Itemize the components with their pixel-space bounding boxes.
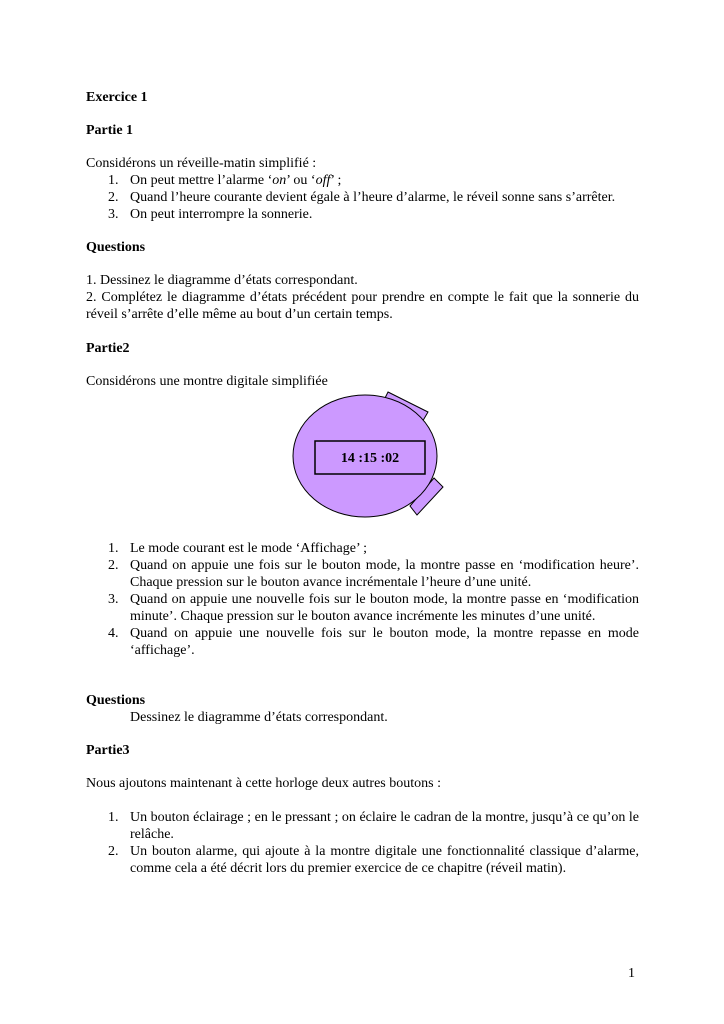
list-text: Quand on appuie une fois sur le bouton mode, la montre passe en ‘modification heure’. Chaque pression sur le bouton avance incrémentale l’heure d’une unité.	[130, 558, 639, 590]
part3-intro: Nous ajoutons maintenant à cette horloge deux autres boutons :	[86, 776, 441, 791]
list-number: 2.	[108, 190, 119, 205]
list-item	[86, 557, 639, 591]
part2-list	[86, 540, 639, 659]
part1-title: Partie 1	[86, 123, 134, 138]
list-text: Quand on appuie une nouvelle fois sur le bouton mode, la montre passe en ‘modification minute’. Chaque pression sur le bouton avance incrémente les minutes d’une unité.	[130, 592, 639, 624]
list-text: Un bouton alarme, qui ajoute à la montre digitale une fonctionnalité classique d’alarme, comme cela a été décrit lors du premier exercice de ce chapitre (réveil matin).	[130, 844, 639, 876]
list-item	[86, 540, 639, 557]
list-number: 1.	[108, 541, 119, 556]
list-text: Quand l’heure courante devient égale à l’heure d’alarme, le réveil sonne sans s’arrêter.	[130, 190, 616, 205]
list-item	[86, 625, 639, 659]
part1-list	[86, 172, 639, 223]
part3-title: Partie3	[86, 743, 130, 758]
list-number: 3.	[108, 207, 119, 222]
digital-watch-illustration	[285, 390, 445, 520]
list-item	[86, 591, 639, 625]
part1-questions-title: Questions	[86, 240, 146, 255]
part1-question-2: 2. Complétez le diagramme d’états précédent pour prendre en compte le fait que la sonnerie du réveil s’arrête d’elle même au bout d’un certain temps.	[86, 290, 639, 322]
exercise-title: Exercice 1	[86, 90, 148, 105]
watch-display-time: 14 :15 :02	[340, 451, 400, 466]
part1-intro: Considérons un réveille-matin simplifié :	[86, 156, 317, 171]
list-text: On peut interrompre la sonnerie.	[130, 207, 313, 222]
list-number: 2.	[108, 844, 119, 859]
list-item	[86, 843, 639, 877]
list-number: 2.	[108, 558, 119, 573]
page-number: 1	[628, 966, 635, 981]
part1-question-1: 1. Dessinez le diagramme d’états correspondant.	[86, 273, 358, 288]
list-number: 1.	[108, 810, 119, 825]
part2-questions-title: Questions	[86, 693, 146, 708]
part2-question: Dessinez le diagramme d’états correspondant.	[130, 710, 388, 725]
list-item	[86, 809, 639, 843]
part3-list	[86, 809, 639, 877]
list-item	[86, 189, 639, 206]
part2-intro: Considérons une montre digitale simplifiée	[86, 374, 328, 389]
list-item	[86, 206, 639, 223]
list-item	[86, 172, 639, 189]
list-number: 4.	[108, 626, 119, 641]
part2-title: Partie2	[86, 341, 130, 356]
list-number: 1.	[108, 173, 119, 188]
list-text: On peut mettre l’alarme ‘on’ ou ‘off’ ;	[130, 173, 342, 188]
list-text: Quand on appuie une nouvelle fois sur le bouton mode, la montre repasse en mode ‘affichage’.	[130, 626, 639, 658]
list-text: Un bouton éclairage ; en le pressant ; on éclaire le cadran de la montre, jusqu’à ce qu’on le relâche.	[130, 810, 639, 842]
list-text: Le mode courant est le mode ‘Affichage’ ;	[130, 541, 367, 556]
list-number: 3.	[108, 592, 119, 607]
